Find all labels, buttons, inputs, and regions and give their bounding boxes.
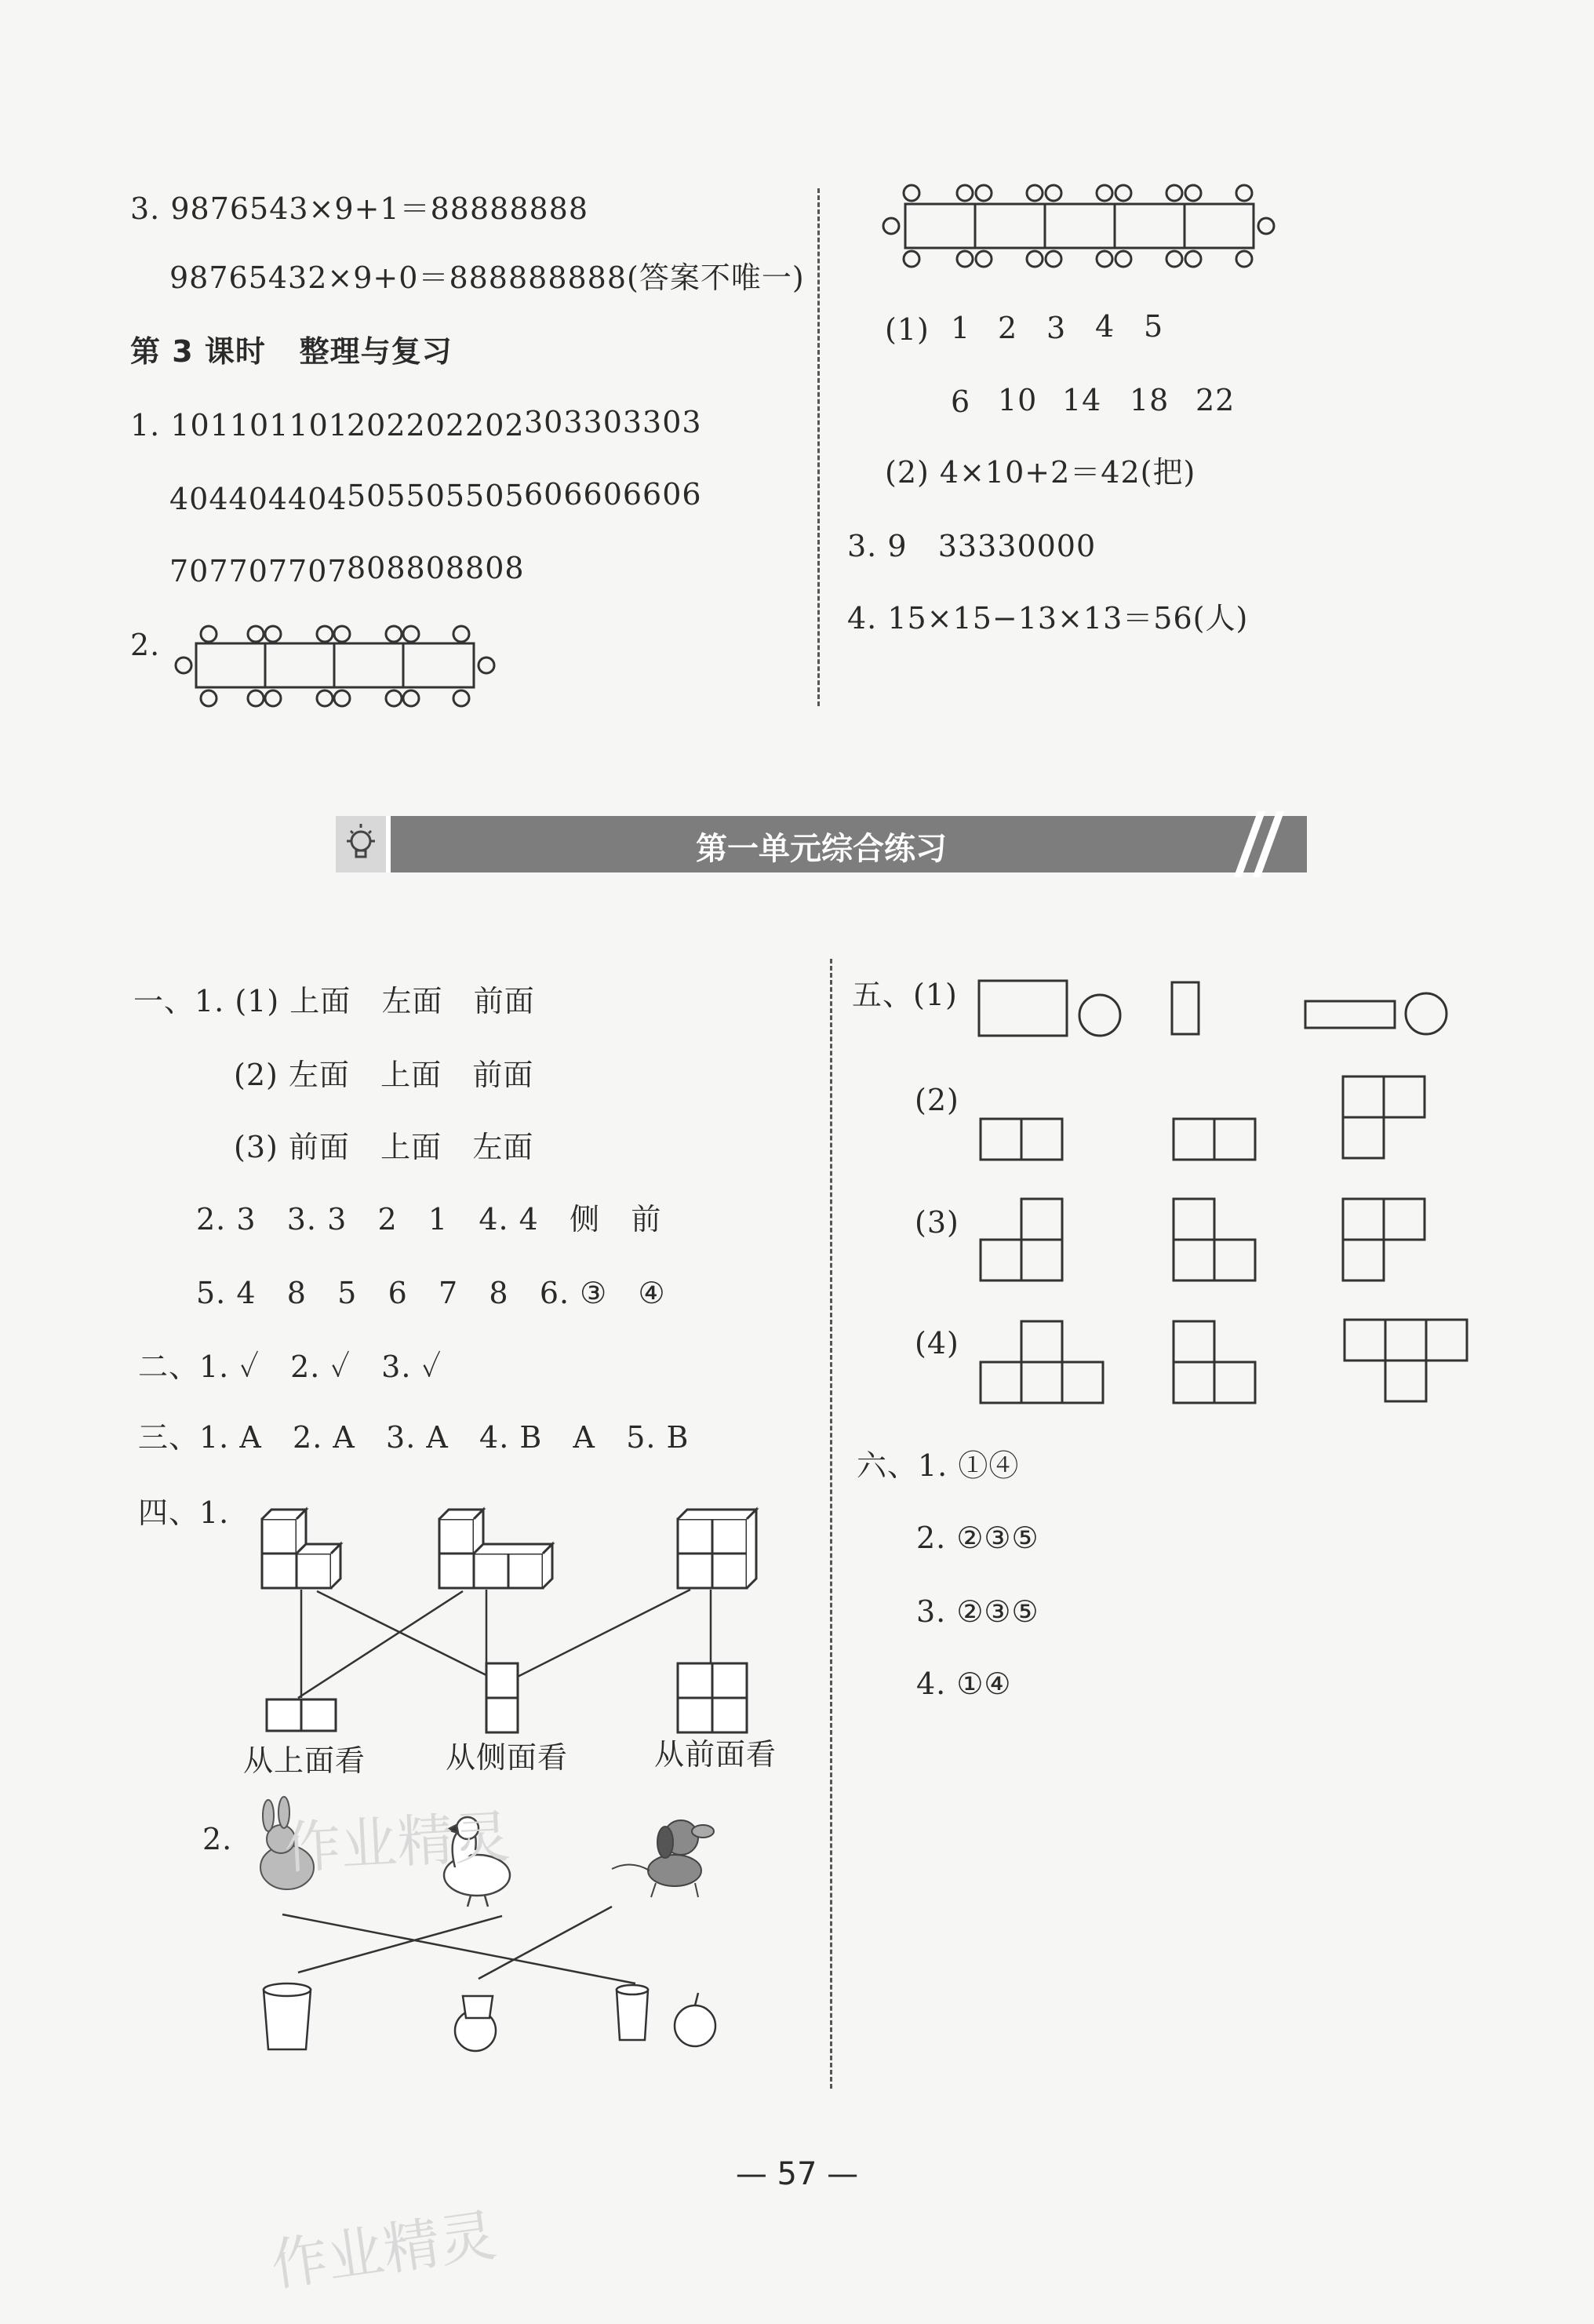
sub2: (2) 4×10+2＝42(把) bbox=[885, 455, 1196, 490]
lesson-title: 第 3 课时 整理与复习 bbox=[130, 334, 453, 369]
seq2-c: 14 bbox=[1062, 383, 1102, 417]
seq2-a: 6 bbox=[951, 384, 971, 419]
page-number: — 57 — bbox=[735, 2156, 859, 2192]
s6-3: 3. ②③⑤ bbox=[916, 1594, 1039, 1629]
seq1-d: 4 bbox=[1095, 309, 1115, 344]
s5-4-label: (4) bbox=[915, 1326, 959, 1361]
seq1-b: 2 bbox=[998, 311, 1018, 345]
watermark-mid: 作业精灵 bbox=[282, 1803, 512, 1881]
sub1-label: (1) bbox=[885, 312, 930, 347]
s4-label: 四、1. bbox=[138, 1495, 230, 1530]
s5-4-shapes bbox=[973, 1310, 1475, 1412]
seq2-b: 10 bbox=[998, 383, 1038, 417]
column-divider-top bbox=[817, 188, 820, 706]
view-top-label: 从上面看 bbox=[243, 1743, 366, 1778]
s1-q1-3: (3) 前面 上面 左面 bbox=[234, 1130, 534, 1164]
view-front-label: 从前面看 bbox=[654, 1737, 777, 1772]
section-banner bbox=[336, 816, 1307, 872]
seq2-e: 22 bbox=[1196, 383, 1236, 417]
q1-b: 202202202 bbox=[347, 408, 525, 443]
q1-c: 303303303 bbox=[524, 405, 702, 439]
q3-line2: 98765432×9+0＝888888888(答案不唯一) bbox=[169, 260, 805, 295]
q1-g: 707707707 bbox=[169, 554, 348, 588]
q1-a: 1. 101101101 bbox=[130, 408, 348, 443]
table-seating-diagram-right bbox=[879, 182, 1279, 275]
s3: 三、1. A 2. A 3. A 4. B A 5. B bbox=[138, 1420, 690, 1455]
s4-q2-label: 2. bbox=[202, 1822, 233, 1856]
column-divider-bottom bbox=[830, 959, 832, 2089]
s6-1: 六、1. ①④ bbox=[857, 1448, 1020, 1483]
apple-icon bbox=[455, 1993, 715, 2051]
seq1-e: 5 bbox=[1144, 309, 1164, 344]
table-seating-diagram-left bbox=[171, 620, 500, 722]
s5-1-shapes bbox=[973, 973, 1459, 1044]
s1-q5: 5. 4 8 5 6 7 8 6. ③ ④ bbox=[196, 1276, 666, 1310]
seq2-d: 18 bbox=[1130, 383, 1170, 417]
q4-right: 4. 15×15−13×13＝56(人) bbox=[847, 601, 1249, 636]
q1-d: 404404404 bbox=[169, 482, 348, 516]
s6-4: 4. ①④ bbox=[916, 1667, 1012, 1701]
q1-h: 808808808 bbox=[347, 551, 525, 585]
s5-3-label: (3) bbox=[915, 1205, 959, 1240]
s5-1-label: 五、(1) bbox=[852, 978, 958, 1012]
q3-right: 3. 9 33330000 bbox=[847, 529, 1097, 563]
seq1-c: 3 bbox=[1046, 311, 1067, 345]
s5-3-shapes bbox=[973, 1189, 1459, 1291]
banner-title: 第一单元综合练习 bbox=[696, 831, 947, 867]
seq1-a: 1 bbox=[951, 311, 971, 345]
s1-q1-1: 一、1. (1) 上面 左面 前面 bbox=[133, 984, 535, 1018]
dog-icon bbox=[612, 1820, 714, 1897]
s1-q1-2: (2) 左面 上面 前面 bbox=[234, 1058, 534, 1092]
q2-label: 2. bbox=[130, 628, 161, 662]
watermark-bottom: 作业精灵 bbox=[267, 2202, 500, 2299]
cup-icon bbox=[264, 1983, 648, 2049]
q1-f: 606606606 bbox=[524, 477, 702, 512]
s6-2: 2. ②③⑤ bbox=[916, 1521, 1039, 1555]
s2: 二、1. ✓ 2. ✓ 3. ✓ bbox=[138, 1350, 442, 1384]
s5-2-label: (2) bbox=[915, 1083, 959, 1117]
q3-line1: 3. 9876543×9+1＝88888888 bbox=[130, 191, 589, 226]
cube-views-matching-diagram bbox=[251, 1488, 784, 1754]
s1-q2: 2. 3 3. 3 2 1 4. 4 侧 前 bbox=[196, 1202, 662, 1237]
view-side-label: 从侧面看 bbox=[446, 1740, 569, 1775]
q1-e: 505505505 bbox=[347, 479, 525, 513]
s5-2-shapes bbox=[973, 1067, 1459, 1169]
